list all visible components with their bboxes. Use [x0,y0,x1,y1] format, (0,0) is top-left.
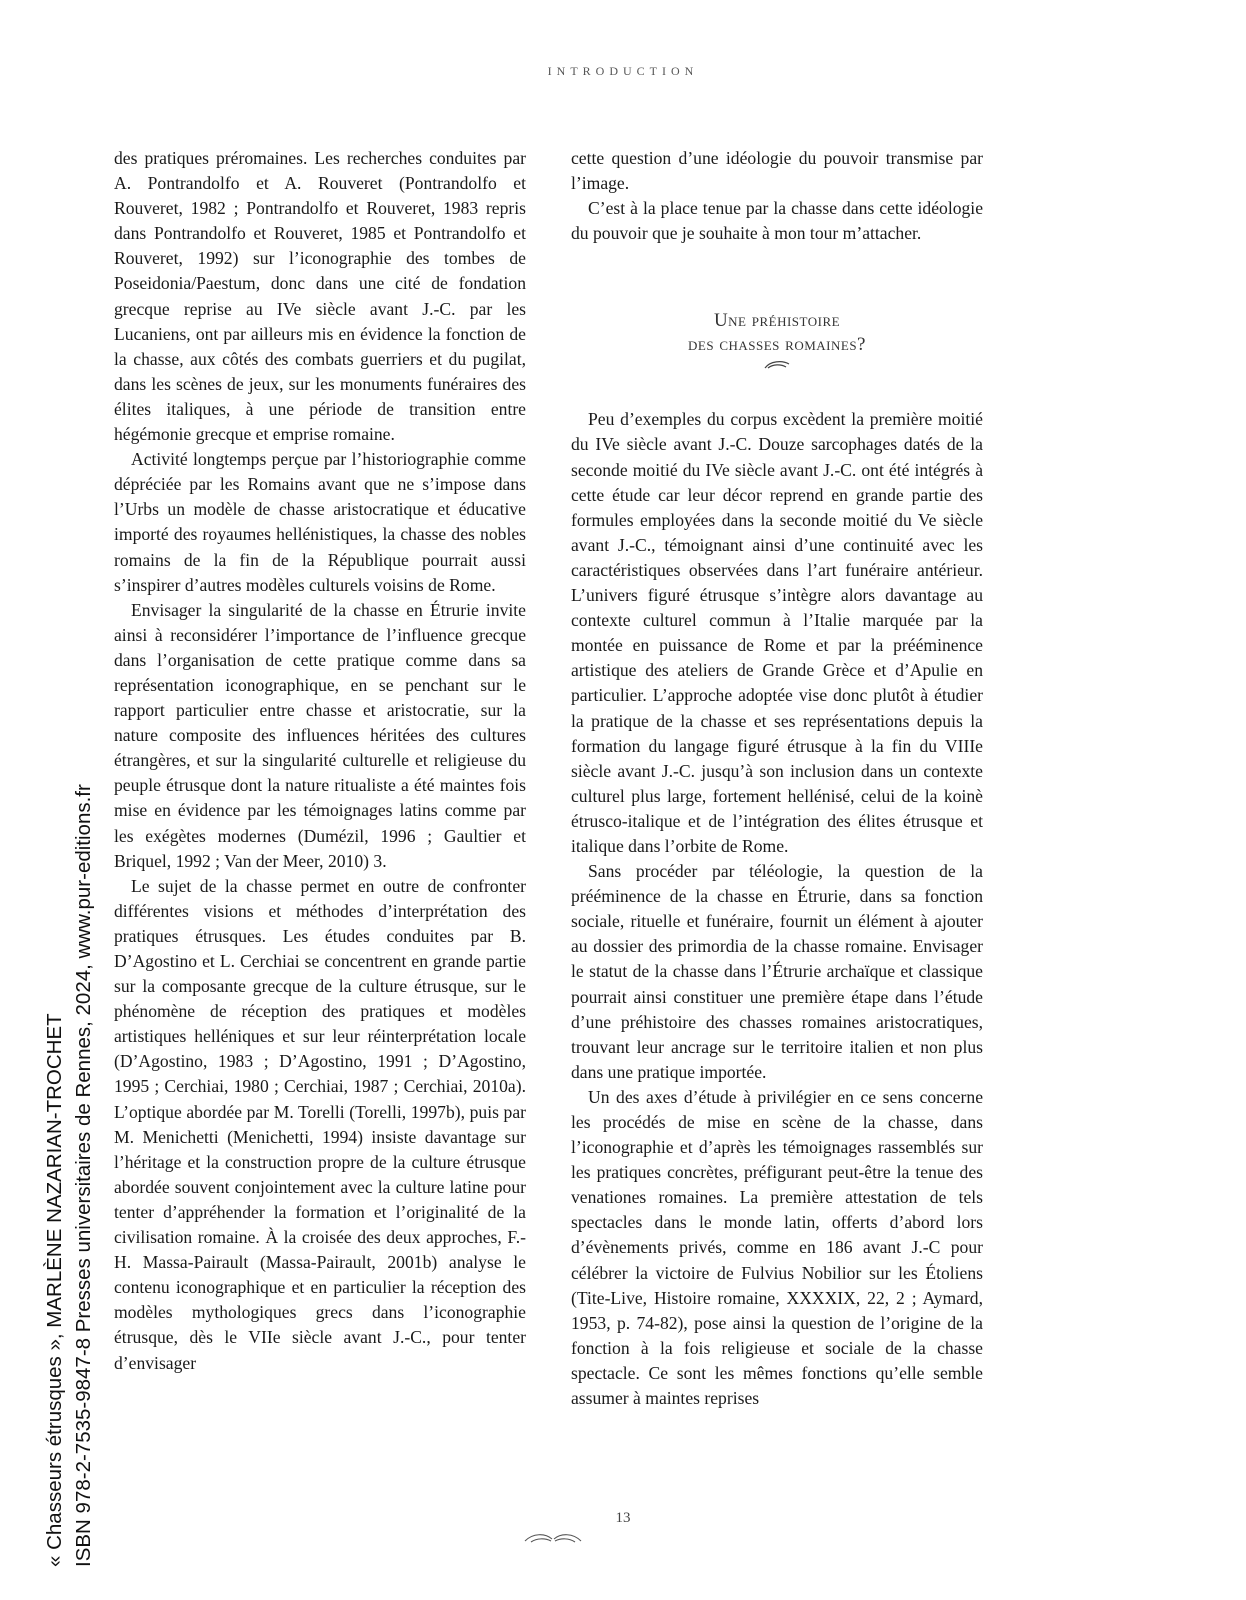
page-number: 13 [615,1510,631,1526]
section-heading [571,309,983,371]
left-paragraph-2: Activité longtemps perçue par l’historiographie comme dépréciée par les Romains avant que ne s’impose dans l’Urbs un modèle de chasse aristocratique et éducative importé des royaumes hellénistiques, la chasse des nobles romains de la fin de la République pourrait aussi s’inspirer d’autres modèles culturels voisins de Rome. [114,449,526,595]
section-heading-line-1: Une préhistoire [713,310,841,332]
right-column [571,146,983,1411]
left-paragraph-1: des pratiques préromaines. Les recherches conduites par A. Pontrandolfo et A. Rouveret (Pontrandolfo et Rouveret, 1982 ; Pontrandolfo et Rouveret, 1983 repris dans Pontrandolfo et Rouveret, 1985 et Pontrandolfo et Rouveret, 1992) sur l’iconographie des tombes de Poseidonia/Paestum, donc dans une cité de fondation grecque reprise au IVe siècle avant J.-C. par les Lucaniens, ont par ailleurs mis en évidence la fonction de la chasse, aux côtés des combats guerriers et du pugilat, dans les scènes de jeux, sur les monuments funéraires des élites italiques, à une période de transition entre hégémonie grecque et emprise romaine. [114,148,526,445]
side-watermark-line-1: « Chasseurs étrusques », MARLÈNE NAZARIAN-TROCHET [43,1013,66,1567]
running-head: INTRODUCTION [547,64,699,78]
double-swash-ornament-icon [523,1531,583,1545]
left-paragraph-3: Envisager la singularité de la chasse en Étrurie invite ainsi à reconsidérer l’importance de l’influence grecque dans l’organisation de cette pratique comme dans sa représentation iconographique, en se penchant sur le rapport particulier entre chasse et aristocratie, sur la nature composite des influences héritées des cultures étrangères, et sur la singularité culturelle et religieuse du peuple étrusque dont la nature ritualiste a été maintes fois mise en évidence par les témoignages latins comme par les exégètes modernes (Dumézil, 1996 ; Gaultier et Briquel, 1992 ; Van der Meer, 2010) 3. [114,599,526,871]
right-paragraph-5: Un des axes d’étude à privilégier en ce sens concerne les procédés de mise en scène de la chasse, dans l’iconographie et d’après les témoignages rassemblés sur les pratiques concrètes, préfigurant peut-être la tenue des venationes romaines. La première attestation de tels spectacles dans le monde latin, offerts d’abord lors d’évènements privés, comme en 186 avant J.-C pour célébrer la victoire de Fulvius Nobilior sur les Étoliens (Tite-Live, Histoire romaine, XXXXIX, 22, 2 ; Aymard, 1953, p. 74-82), pose ainsi la question de l’origine de la fonction à la fois religieuse et sociale de la chasse spectacle. Ce sont les mêmes fonctions qu’elle semble assumer à maintes reprises [571,1086,983,1409]
left-paragraph-4: Le sujet de la chasse permet en outre de confronter différentes visions et méthodes d’interprétation des pratiques étrusques. Les études conduites par B. D’Agostino et L. Cerchiai se concentrent en grande partie sur la composante grecque de la culture étrusque, sur le phénomène de réception des pratiques et modèles artistiques helléniques et sur leur réinterprétation locale (D’Agostino, 1983 ; D’Agostino, 1991 ; D’Agostino, 1995 ; Cerchiai, 1980 ; Cerchiai, 1987 ; Cerchiai, 2010a). L’optique abordée par M. Torelli (Torelli, 1997b), puis par M. Menichetti (Menichetti, 1994) insiste davantage sur l’héritage et la construction propre de la culture étrusque abordée souvent conjointement avec la culture latine pour tenter d’appréhender la formation et l’originalité de la civilisation romaine. À la croisée des deux approches, F.-H. Massa-Pairault (Massa-Pairault, 2001b) analyse le contenu iconographique et en particulier la réception des modèles mythologiques grecs dans l’iconographie étrusque, dès le VIIe siècle avant J.-C., pour tenter d’envisager [114,875,526,1373]
right-paragraph-2: C’est à la place tenue par la chasse dans cette idéologie du pouvoir que je souhaite à mon tour m’attacher. [571,198,983,244]
side-watermark [40,745,102,1567]
side-watermark-line-2: ISBN 978-2-7535-9847-8 Presses universitaires de Rennes, 2024, www.pur-editions.fr [72,784,95,1567]
right-paragraph-1: cette question d’une idéologie du pouvoir transmise par l’image. [571,148,983,194]
right-paragraph-3: Peu d’exemples du corpus excèdent la première moitié du IVe siècle avant J.-C. Douze sarcophages datés de la seconde moitié du IVe siècle avant J.-C. ont été intégrés à cette étude car leur décor reprend en grande partie des formules employées dans la seconde moitié du Ve siècle avant J.-C., témoignant ainsi d’une continuité avec les caractéristiques observées dans l’art funéraire antérieur. L’univers figuré étrusque s’intègre alors davantage au contexte culturel commun à l’Italie marquée par la montée en puissance de Rome et par la prééminence artistique des ateliers de Grande Grèce et d’Apulie en particulier. L’approche adoptée vise donc plutôt à étudier la pratique de la chasse et ses représentations depuis la formation du langage figuré étrusque à la fin du VIIIe siècle avant J.-C. jusqu’à son inclusion dans un contexte culturel plus large, fortement hellénisé, celui de la koinè étrusco-italique et de l’intégration des élites étrusque et italique dans l’orbite de Rome. [571,409,983,856]
swash-ornament-icon [762,359,792,371]
section-heading-line-2: des chasses romaines? [688,334,866,356]
left-column [114,146,526,1376]
right-paragraph-4: Sans procéder par téléologie, la question de la prééminence de la chasse en Étrurie, dans sa fonction sociale, rituelle et funéraire, fournit un élément à ajouter au dossier des primordia de la chasse romaine. Envisager le statut de la chasse dans l’Étrurie archaïque et classique pourrait ainsi constituer une première étape dans l’étude d’une préhistoire des chasses romaines aristocratiques, trouvant leur ancrage sur le territoire italien et non plus dans une pratique importée. [571,861,983,1082]
